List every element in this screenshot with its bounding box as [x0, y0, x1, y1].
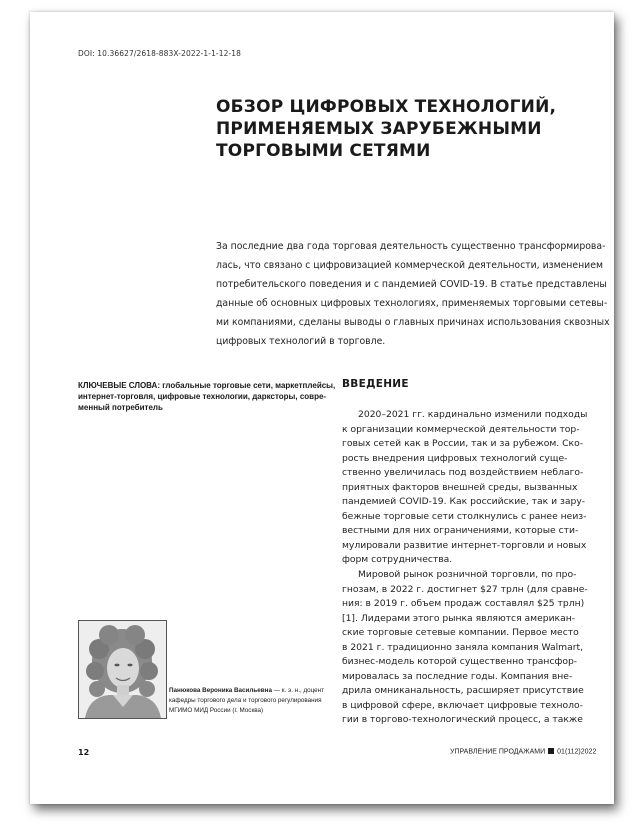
body-line: к организации коммерческой деятельности тор- — [342, 423, 580, 435]
abstract-line: ми компаниями, сделаны выводы о главных причинах использования сквозных — [216, 317, 610, 328]
body-line: в 2021 г. традиционно заняла компания Walmart, — [342, 641, 584, 653]
title-line: ПРИМЕНЯЕМЫХ ЗАРУБЕЖНЫМИ — [216, 119, 542, 139]
abstract-line: За последние два года торговая деятельность существенно трансформирова- — [216, 241, 606, 252]
journal-page — [30, 12, 614, 804]
body-line: вестными для них ограничениями, которые сти- — [342, 525, 579, 537]
body-line: мулировали развитие интернет-торговли и новых — [342, 539, 587, 551]
abstract-line: данные об основных цифровых технологиях, применяемых торговыми сетевы- — [216, 298, 608, 309]
author-line: кафедры торгового дела и торгового регулирования — [169, 697, 322, 704]
author-line — [169, 686, 329, 696]
page-number: 12 — [78, 748, 90, 757]
author-name: Панюкова Вероника Васильевна — [169, 687, 272, 694]
title-line: ОБЗОР ЦИФРОВЫХ ТЕХНОЛОГИЙ, — [216, 97, 557, 117]
body-line: бежные торговые сети столкнулись с ранее неиз- — [342, 510, 587, 522]
body-line: говых сетей как в России, так и за рубежом. Ско- — [342, 438, 584, 450]
abstract-line: потребительского поведения и с пандемией COVID-19. В статье представлены — [216, 279, 607, 290]
body-line: Мировой рынок розничной торговли, по про- — [358, 569, 577, 581]
section-heading: ВВЕДЕНИЕ — [342, 378, 409, 390]
square-bullet-icon — [548, 748, 554, 754]
title-line: ТОРГОВЫМИ СЕТЯМИ — [216, 141, 431, 161]
body-line: 2020–2021 гг. кардинально изменили подходы — [358, 409, 588, 420]
doi-line: DOI: 10.36627/2618-883X-2022-1-1-12-18 — [78, 49, 242, 58]
author-portrait-graphic — [79, 621, 166, 718]
keywords-block — [78, 380, 336, 413]
body-line: пандемией COVID-19. Как российские, так и зару- — [342, 496, 586, 508]
abstract — [216, 237, 610, 351]
body-line: [1]. Лидерами этого рынка являются американ- — [342, 612, 576, 624]
abstract-line: цифровых технологий в торговле. — [216, 336, 386, 347]
article-title — [216, 96, 576, 162]
keywords-line: интернет-торговля, цифровые технологии, дарксторы, совре- — [78, 392, 327, 401]
body-line: дрила омниканальность, расширяет присутствие — [342, 685, 584, 697]
body-line: ственно увеличилась под воздействием неблаго- — [342, 467, 584, 479]
journal-footer — [450, 748, 597, 756]
author-photo — [78, 620, 167, 719]
body-line: рость внедрения цифровых технологий суще- — [342, 452, 568, 464]
body-text — [342, 408, 600, 728]
body-line: форм сотрудничества. — [342, 554, 453, 566]
body-line: ские торговые сетевые компании. Первое место — [342, 627, 579, 639]
author-line: МГИМО МИД России (г. Москва) — [169, 707, 264, 714]
author-info — [169, 686, 329, 716]
abstract-line: лась, что связано с цифровизацией коммерческой деятельности, изменением — [216, 260, 603, 271]
keywords-line: КЛЮЧЕВЫЕ СЛОВА: глобальные торговые сети, маркетплейсы, — [78, 381, 336, 390]
body-line: приятных факторов внешней среды, вызванных — [342, 481, 578, 493]
body-line: гнозам, в 2022 г. достигнет $27 трлн (для сравне- — [342, 583, 588, 595]
body-line: бизнес-модель которой существенно трансфор- — [342, 656, 578, 668]
body-line: ния: в 2019 г. объем продаж составлял $25 трлн) — [342, 598, 585, 610]
journal-name: УПРАВЛЕНИЕ ПРОДАЖАМИ — [450, 748, 546, 756]
keywords-line: менный потребитель — [78, 403, 163, 412]
body-line: в цифровой сфере, включает цифровые техноло- — [342, 699, 583, 711]
body-line: мировалась за последние годы. Компания вне- — [342, 670, 573, 682]
journal-issue: 01(112)2022 — [557, 748, 597, 756]
author-degree: — к. э. н., доцент — [271, 687, 325, 694]
body-line: гии в торгово-технологический процесс, а также — [342, 714, 583, 726]
